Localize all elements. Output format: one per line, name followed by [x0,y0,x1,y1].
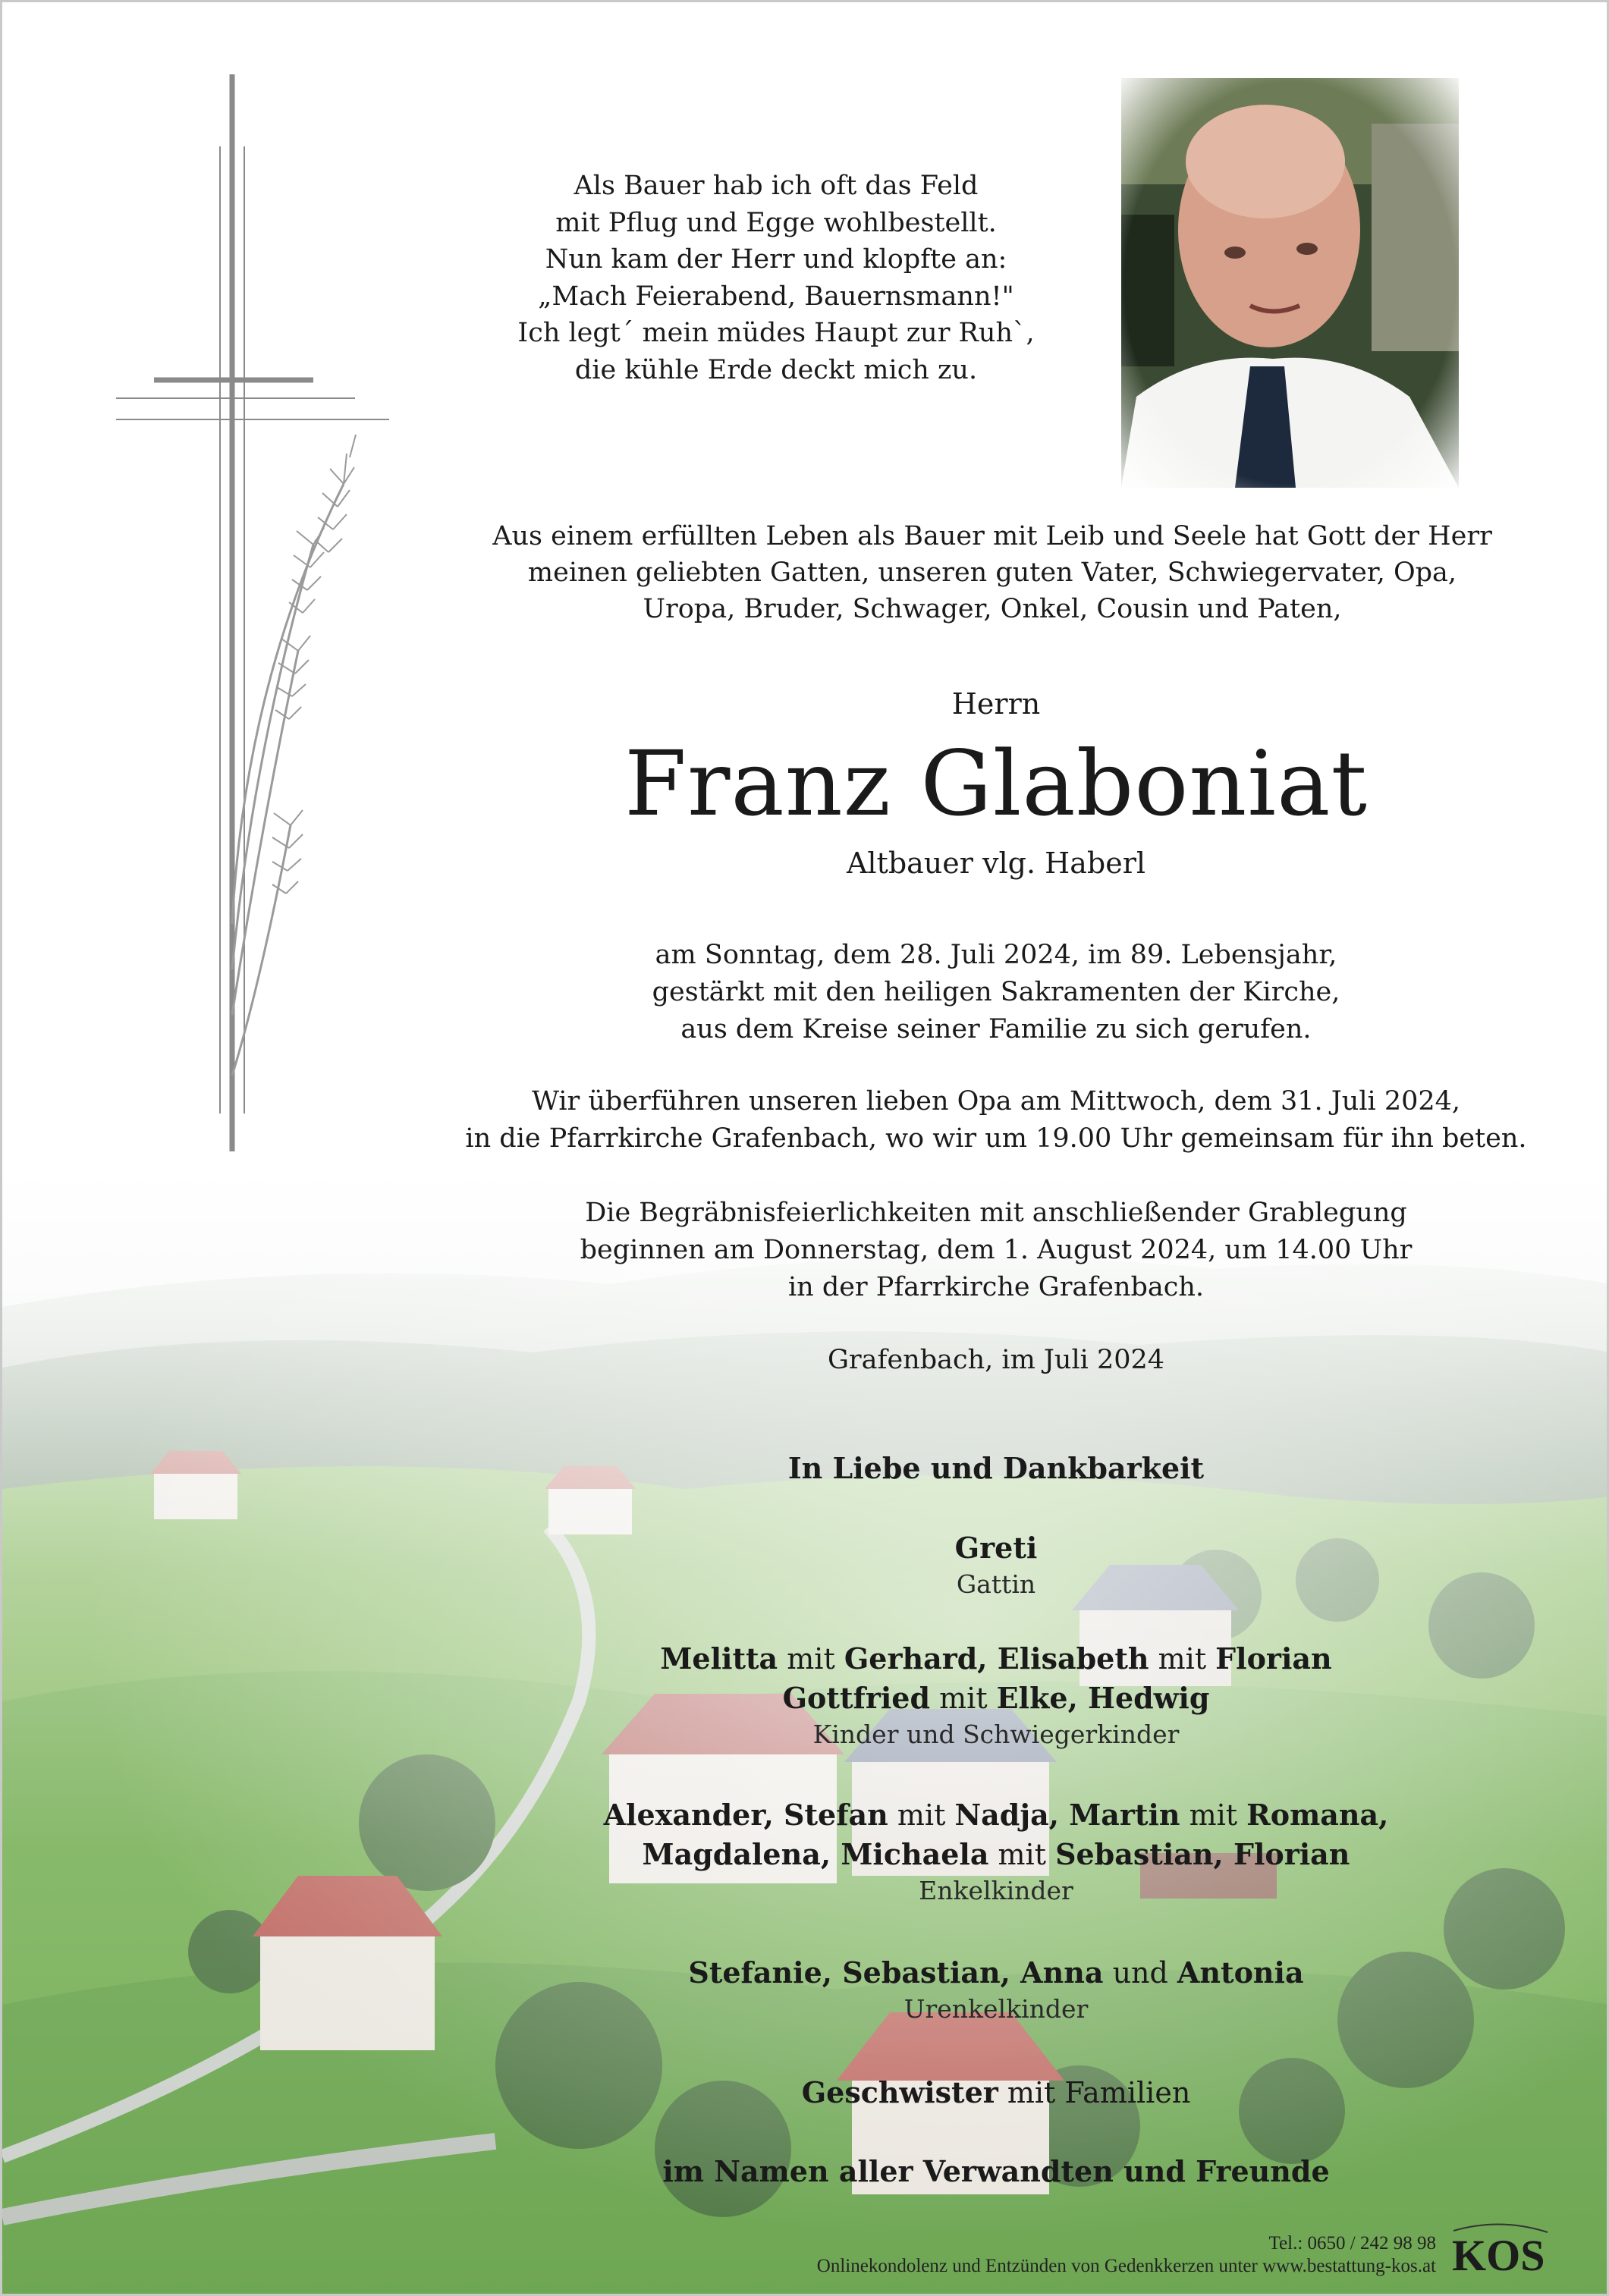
mourners-headline: In Liebe und Dankbarkeit [787,1451,1205,1485]
great-grandchildren-line [427,1953,1565,1993]
spouse-block [427,1528,1565,1601]
mourner-names: Melitta [660,1641,778,1676]
connector-word: mit [1180,1798,1247,1832]
mourner-names: Nadja, Martin [954,1798,1180,1832]
closing-line: im Namen aller Verwandten und Freunde [662,2154,1330,2188]
spouse-name: Greti [954,1531,1038,1565]
grandchildren-line-2 [427,1835,1565,1874]
funeral-line: Die Begräbnisfeierlichkeiten mit anschließender Grablegung [585,1198,1407,1228]
children-block [427,1639,1565,1751]
connector-word: mit [888,1798,955,1832]
mourner-names: Antonia [1177,1955,1304,1990]
intro-text [442,518,1542,627]
deceased-name: Franz Glaboniat [624,731,1368,836]
connector-word: mit [1149,1642,1216,1676]
transfer-line: Wir überführen unseren lieben Opa am Mittwoch, dem 31. Juli 2024, [531,1086,1461,1117]
mourner-names: Stefanie, Sebastian, Anna [688,1955,1104,1990]
mourner-names: Geschwister [801,2075,998,2109]
transfer-line: in die Pfarrkirche Grafenbach, wo wir um 19.00 Uhr gemeinsam für ihn beten. [465,1123,1527,1154]
children-line-2 [427,1679,1565,1718]
footer-phone: Tel.: 0650 / 242 98 98 [1268,2233,1436,2254]
grandchildren-relation: Enkelkinder [919,1876,1073,1905]
poem-line: Ich legt´ mein müdes Haupt zur Ruh`, [517,318,1035,348]
death-line: gestärkt mit den heiligen Sakramenten der Kirche, [652,977,1340,1007]
poem-line: die kühle Erde deckt mich zu. [574,354,978,385]
connector-word: mit [930,1682,997,1715]
children-line-1 [427,1639,1565,1679]
logo-text: KOS [1452,2231,1545,2280]
footer [624,2232,1436,2278]
connector-word: mit [988,1838,1056,1871]
spouse-relation: Gattin [956,1569,1036,1599]
cross-icon [71,74,404,1159]
mourner-names: Gottfried [782,1681,931,1715]
poem-line: Als Bauer hab ich oft das Feld [574,171,979,201]
funeral-line: beginnen am Donnerstag, dem 1. August 2024, um 14.00 Uhr [580,1235,1413,1265]
kos-logo [1447,2223,1554,2280]
deceased-subtitle: Altbauer vlg. Haberl [846,846,1146,880]
great-grandchildren-relation: Urenkelkinder [903,1994,1089,2024]
closing-block [427,2152,1565,2191]
connector-word: mit Familien [998,2076,1191,2109]
siblings-block [427,2073,1565,2112]
mourner-names: Magdalena, Michaela [642,1837,989,1871]
death-line: am Sonntag, dem 28. Juli 2024, im 89. Lebensjahr, [655,940,1337,970]
connector-word: mit [778,1642,844,1676]
funeral-line: in der Pfarrkirche Grafenbach. [787,1272,1205,1302]
poem-line: mit Pflug und Egge wohlbestellt. [555,207,997,238]
salutation: Herrn [951,687,1041,721]
transfer-notice [427,1083,1565,1157]
mourner-names: Gerhard, Elisabeth [844,1641,1149,1676]
poem-line: Nun kam der Herr und klopfte an: [545,244,1007,275]
mourner-names: Alexander, Stefan [603,1798,888,1832]
portrait-photo [1121,78,1459,488]
footer-online: Onlinekondolenz und Entzünden von Gedenkkerzen unter www.bestattung-kos.at [816,2256,1436,2276]
mourner-names: Sebastian, Florian [1055,1837,1350,1871]
poem-line: „Mach Feierabend, Bauernsmann!" [538,281,1014,312]
children-relation: Kinder und Schwiegerkinder [812,1720,1180,1749]
death-line: aus dem Kreise seiner Familie zu sich gerufen. [680,1014,1312,1044]
funeral-notice [427,1195,1565,1306]
poem [473,168,1079,388]
grandchildren-block [427,1795,1565,1908]
mourner-names: Florian [1215,1641,1332,1676]
mourner-names: Elke, Hedwig [996,1681,1210,1715]
siblings-line [427,2073,1565,2112]
great-grandchildren-block [427,1953,1565,2026]
connector-word: und [1103,1956,1177,1990]
intro-line: Uropa, Bruder, Schwager, Onkel, Cousin und Paten, [643,594,1342,624]
grandchildren-line-1 [427,1795,1565,1835]
place-date: Grafenbach, im Juli 2024 [827,1345,1165,1375]
death-notice [427,937,1565,1048]
intro-line: Aus einem erfüllten Leben als Bauer mit Leib und Seele hat Gott der Herr [492,521,1492,551]
mourner-names: Romana, [1246,1798,1389,1832]
wheat-icon [232,435,356,1076]
intro-line: meinen geliebten Gatten, unseren guten Vater, Schwiegervater, Opa, [527,558,1457,588]
